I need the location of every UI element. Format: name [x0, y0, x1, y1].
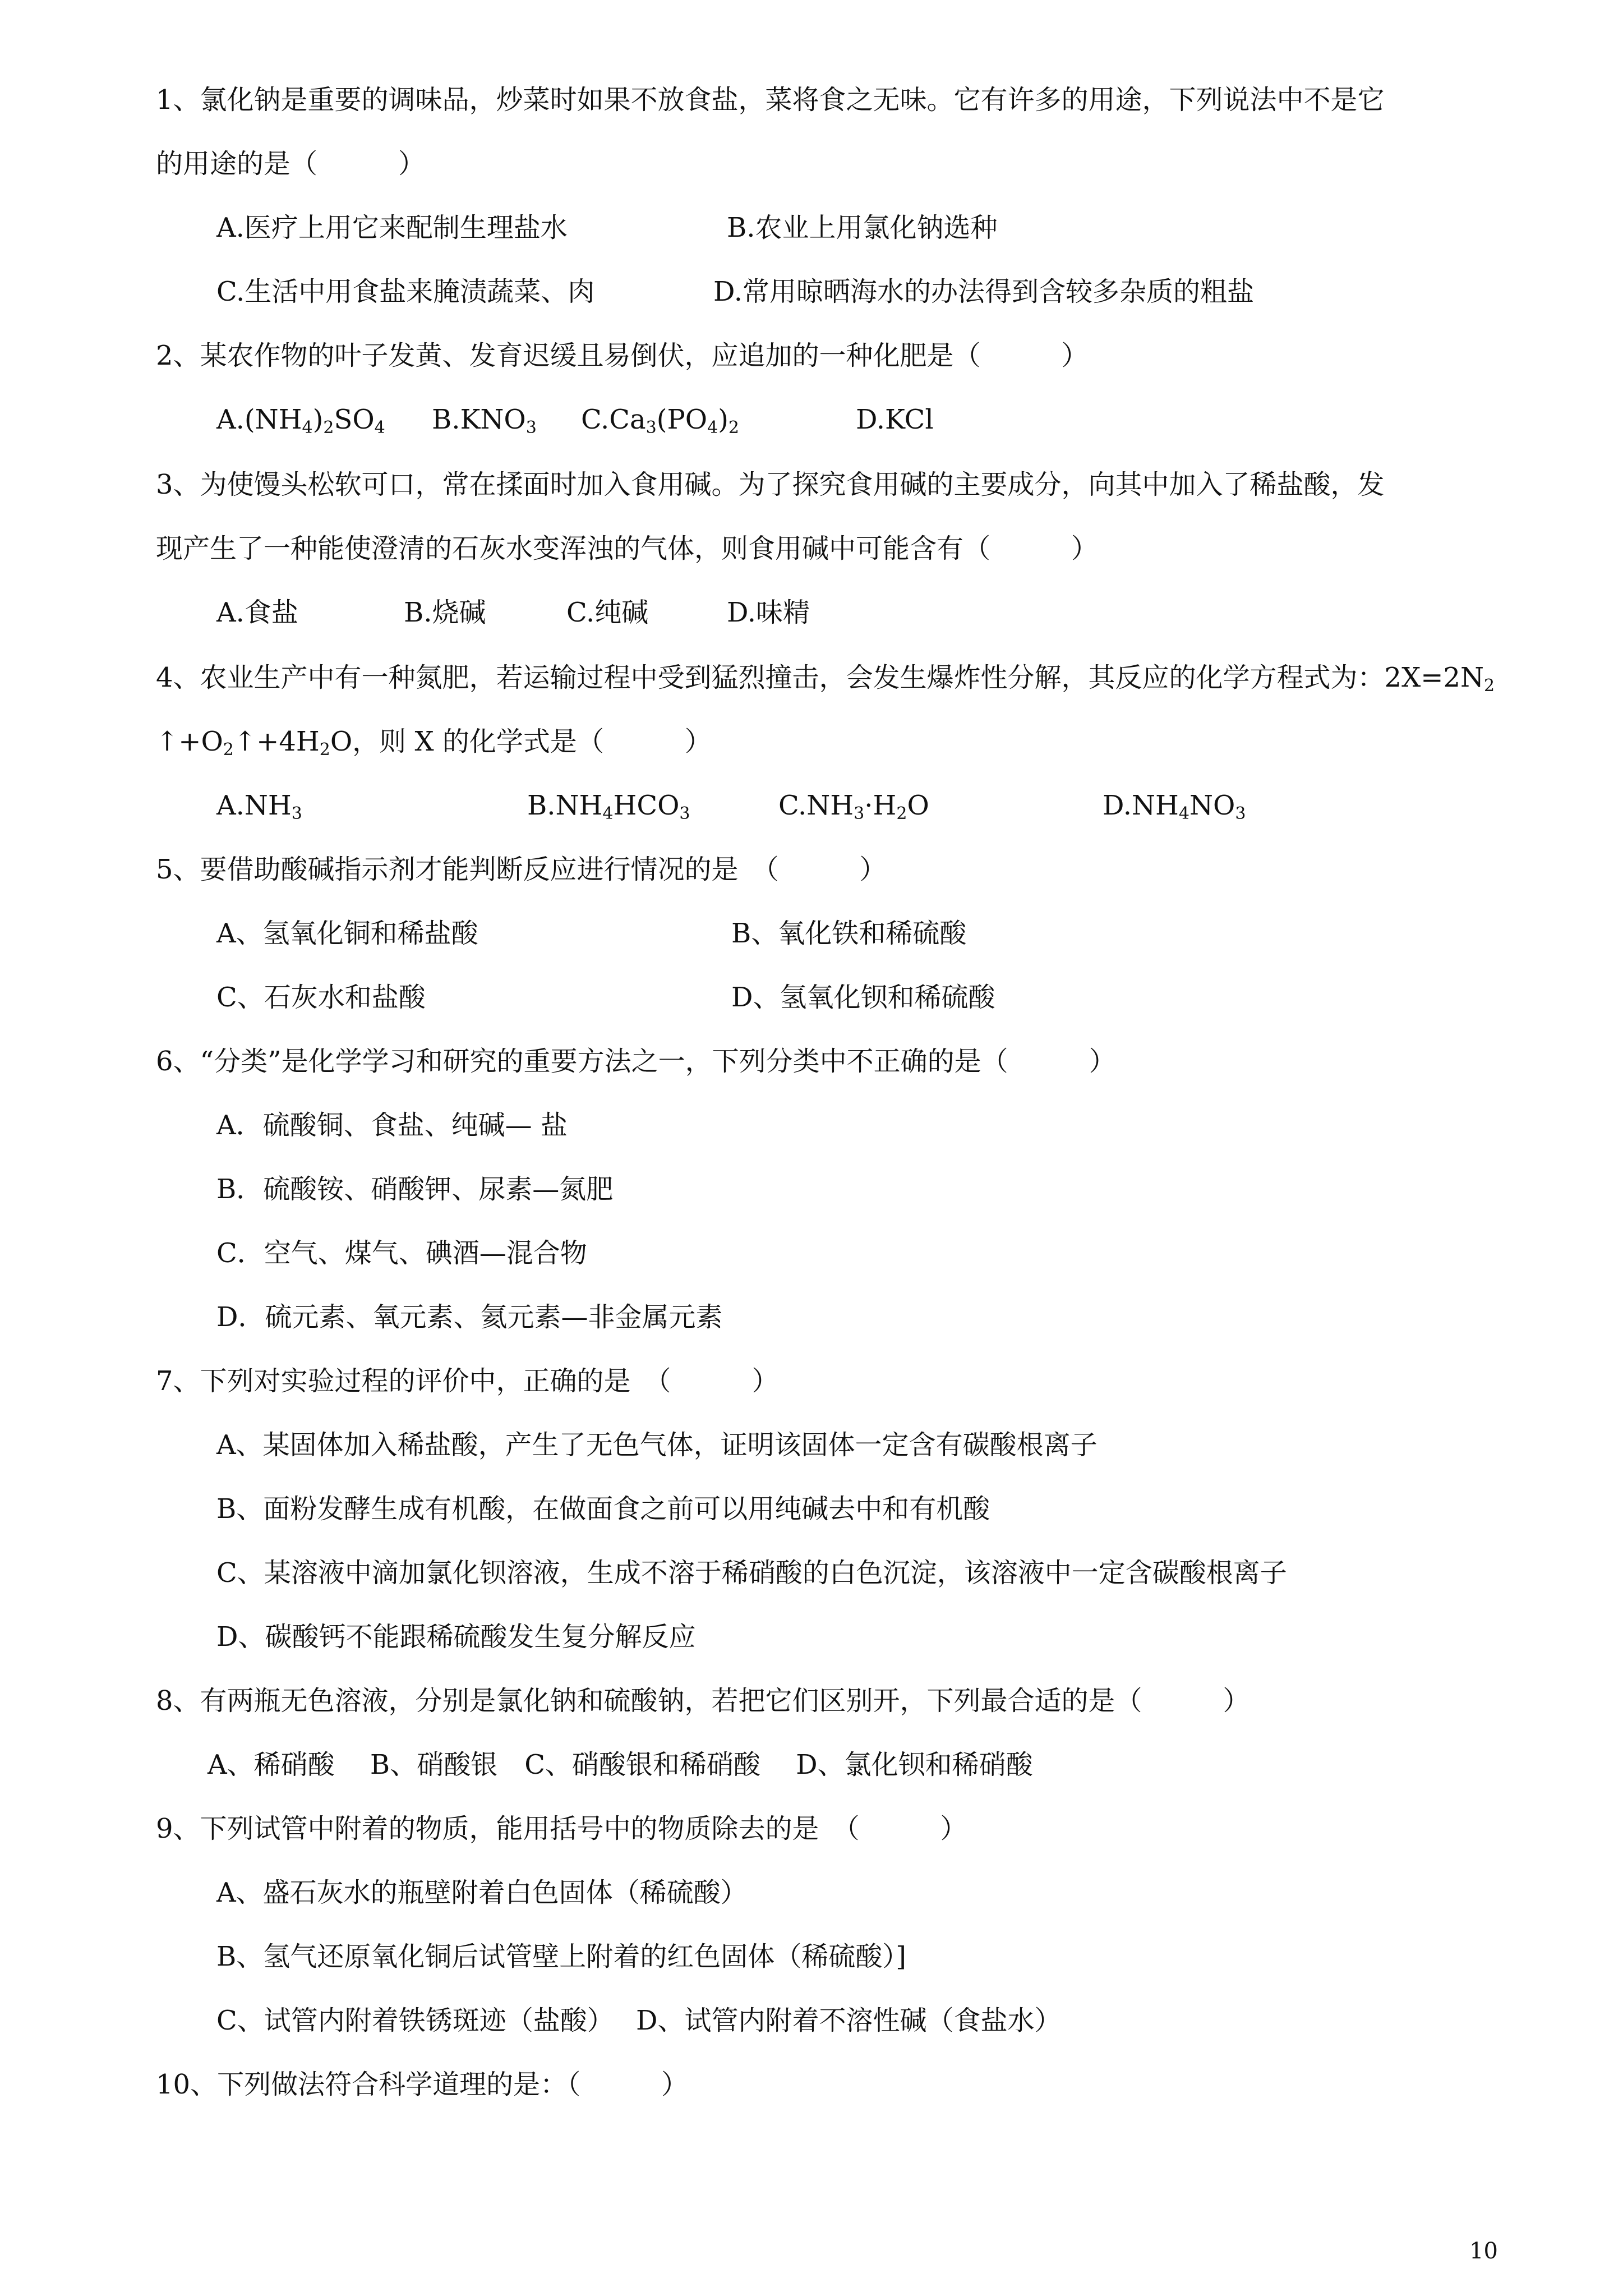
question-1-option-a: A.医疗上用它来配制生理盐水 [216, 212, 568, 243]
question-3-option-a: A.食盐 [216, 597, 298, 628]
question-8-stem: 8、有两瓶无色溶液，分别是氯化钠和硫酸钠，若把它们区别开，下列最合适的是（ ） [156, 1685, 1250, 1717]
question-4-option-b: $B.NH_4HCO_3$ [527, 790, 690, 823]
question-6-option-c: C．空气、煤气、碘酒—混合物 [216, 1237, 587, 1269]
question-5-option-c: C、石灰水和盐酸 [216, 982, 426, 1013]
question-4-option-c: $C.NH_3\cdot H_2O$ [778, 790, 929, 823]
question-6-option-b: B．硫酸铵、硝酸钾、尿素—氮肥 [216, 1174, 614, 1205]
question-6-option-d: D．硫元素、氧元素、氦元素—非金属元素 [216, 1301, 723, 1333]
question-5-option-d: D、氢氧化钡和稀硫酸 [731, 982, 995, 1013]
question-7-option-b: B、面粉发酵生成有机酸，在做面食之前可以用纯碱去中和有机酸 [216, 1493, 990, 1525]
question-2-option-a: $A.(NH_4)_2SO_4$ [216, 404, 385, 438]
question-2-option-d: D.KCl [856, 404, 934, 435]
question-1-stem-line-2: 的用途的是（ ） [156, 148, 426, 180]
question-2-stem: 2、某农作物的叶子发黄、发育迟缓且易倒伏，应追加的一种化肥是（ ） [156, 340, 1089, 371]
page-number: 10 [1469, 2238, 1498, 2264]
question-9-option-a: A、盛石灰水的瓶壁附着白色固体（稀硫酸） [216, 1877, 748, 1908]
question-2-option-b: $B.KNO_3$ [432, 404, 537, 438]
question-1-option-c: C.生活中用食盐来腌渍蔬菜、肉 [216, 276, 595, 307]
question-3-option-c: C.纯碱 [566, 597, 649, 628]
question-1-stem-line-1: 1、氯化钠是重要的调味品，炒菜时如果不放食盐，菜将食之无味。它有许多的用途，下列说法中不是它 [156, 84, 1385, 116]
question-3-stem-line-1: 3、为使馒头松软可口，常在揉面时加入食用碱。为了探究食用碱的主要成分，向其中加入了稀盐酸，发 [156, 469, 1385, 500]
question-4-stem-line-2: $↑+O_2↑+4H_2O$，则 X 的化学式是（ ） [156, 726, 712, 760]
question-4-option-a: $A.NH_3$ [216, 790, 302, 823]
question-9-option-cd: C、试管内附着铁锈斑迹（盐酸） D、试管内附着不溶性碱（食盐水） [216, 2005, 1062, 2036]
question-2-option-c: $C.Ca_3(PO_4)_2$ [581, 404, 740, 438]
question-6-option-a: A．硫酸铜、食盐、纯碱— 盐 [216, 1110, 568, 1141]
question-3-option-b: B.烧碱 [404, 597, 486, 628]
question-7-option-c: C、某溶液中滴加氯化钡溶液，生成不溶于稀硝酸的白色沉淀，该溶液中一定含碳酸根离子 [216, 1557, 1287, 1589]
question-8-options: A、稀硝酸 B、硝酸银 C、硝酸银和稀硝酸 D、氯化钡和稀硝酸 [208, 1749, 1033, 1780]
question-1-option-b: B.农业上用氯化钠选种 [727, 212, 998, 243]
question-3-option-d: D.味精 [727, 597, 810, 628]
question-6-stem: 6、“分类”是化学学习和研究的重要方法之一，下列分类中不正确的是（ ） [156, 1046, 1116, 1077]
question-5-option-a: A、氢氧化铜和稀盐酸 [216, 918, 478, 949]
question-4-stem-line-1: 4、农业生产中有一种氮肥，若运输过程中受到猛烈撞击，会发生爆炸性分解，其反应的化学方程式为：$2X=2N_2$ [156, 662, 1495, 696]
question-7-option-a: A、某固体加入稀盐酸，产生了无色气体，证明该固体一定含有碳酸根离子 [216, 1429, 1098, 1461]
question-4-option-d: $D.NH_4NO_3$ [1103, 790, 1246, 823]
question-9-option-b: B、氢气还原氧化铜后试管壁上附着的红色固体（稀硫酸）] [216, 1941, 907, 1972]
question-7-option-d: D、碳酸钙不能跟稀硫酸发生复分解反应 [216, 1621, 696, 1653]
question-1-option-d: D.常用晾晒海水的办法得到含较多杂质的粗盐 [713, 276, 1255, 307]
question-3-stem-line-2: 现产生了一种能使澄清的石灰水变浑浊的气体，则食用碱中可能含有（ ） [156, 533, 1099, 564]
question-5-option-b: B、氧化铁和稀硫酸 [731, 918, 967, 949]
question-7-stem: 7、下列对实验过程的评价中，正确的是 （ ） [156, 1365, 779, 1397]
question-10-stem: 10、下列做法符合科学道理的是：（ ） [156, 2069, 689, 2100]
question-5-stem: 5、要借助酸碱指示剂才能判断反应进行情况的是 （ ） [156, 854, 887, 885]
question-9-stem: 9、下列试管中附着的物质，能用括号中的物质除去的是 （ ） [156, 1813, 967, 1844]
